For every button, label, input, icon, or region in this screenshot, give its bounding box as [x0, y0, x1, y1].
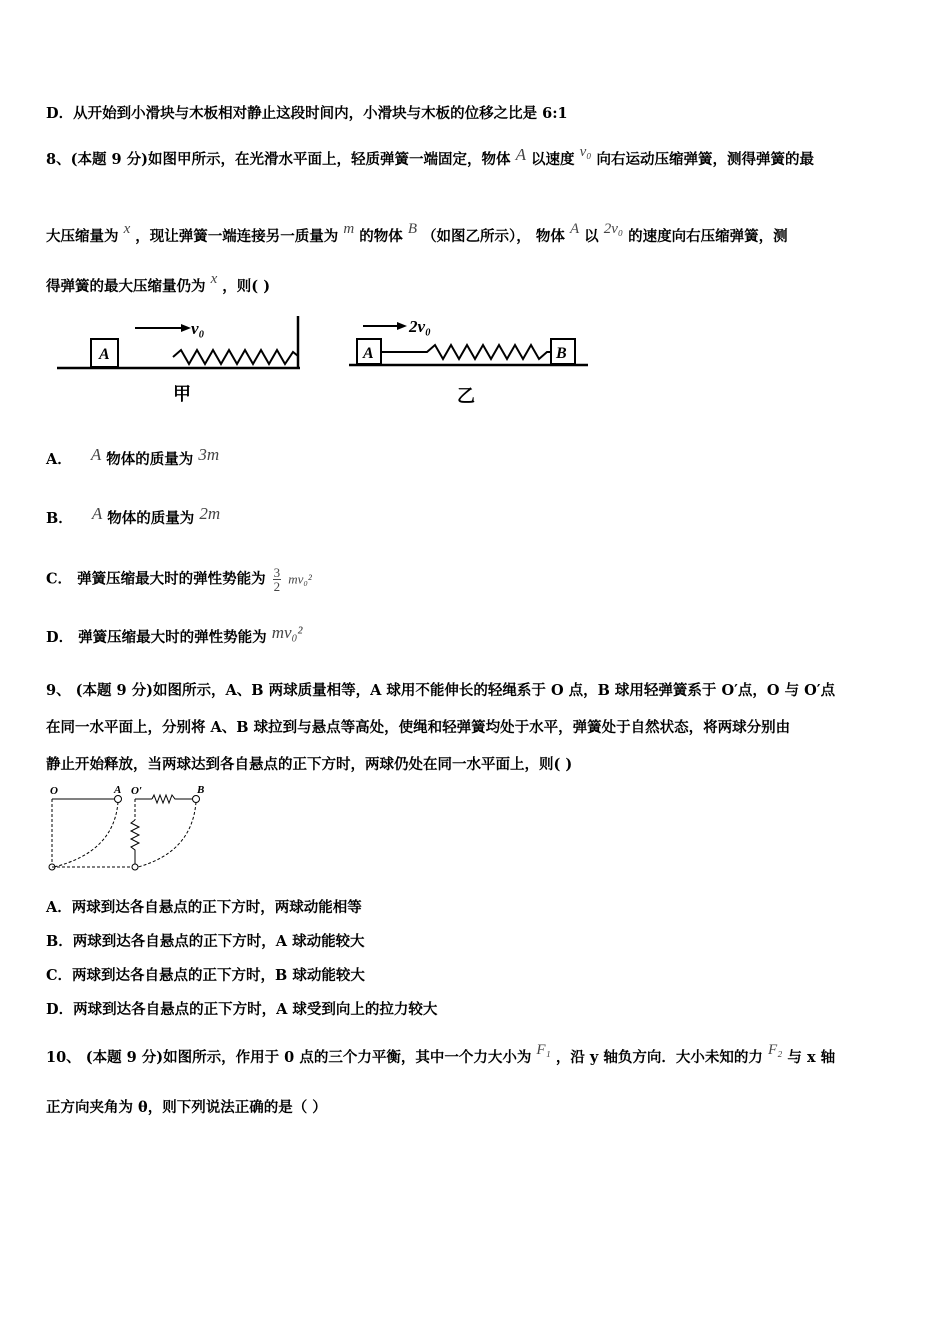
label-a: A — [114, 784, 122, 796]
option-letter: C． — [46, 570, 73, 588]
math-symbol: B — [407, 221, 417, 237]
math-symbol: A — [515, 145, 526, 164]
q9-option-c — [46, 964, 365, 985]
q9-figure — [44, 782, 219, 877]
math-symbol: m — [343, 221, 355, 237]
fraction-denominator: 2 — [273, 579, 281, 594]
q8-stem-line2 — [46, 221, 788, 246]
option-text: 两球到达各自悬点的正下方时，两球动能相等 — [71, 899, 362, 916]
fraction — [273, 566, 282, 593]
q8-text: 的物体 — [359, 228, 403, 245]
velocity-label: v₀ — [191, 319, 205, 338]
option-text: 弹簧压缩最大时的弹性势能为 — [77, 570, 266, 588]
q10-text: 与 x 轴 — [787, 1049, 836, 1066]
q9-stem-line3: 静止开始释放，当两球达到各自悬点的正下方时，两球仍处在同一水平面上，则( ) — [46, 756, 573, 773]
option-letter: C． — [46, 967, 73, 984]
math-expression: mv₀² — [288, 571, 312, 587]
math-expression: mv₀² — [271, 623, 303, 642]
math-symbol: v₀ — [579, 144, 592, 160]
label-o-prime: O′ — [131, 785, 143, 797]
q9-option-a — [46, 896, 362, 917]
option-text: 物体的质量为 — [106, 451, 194, 468]
q9-stem-line1: 9、 (本题 9 分)如图所示，A、B 两球质量相等，A 球用不能伸长的轻绳系于 O 点，B 球用轻弹簧系于 O′点，O 与 O′点 — [46, 682, 836, 699]
q10-text: ，沿 y 轴负方向．大小未知的力 — [555, 1049, 763, 1066]
spring-horizontal — [152, 795, 192, 803]
math-expression: 3m — [198, 445, 220, 464]
q8-text: 大压缩量为 — [46, 228, 119, 245]
q9-stem-line2: 在同一水平面上，分别将 A、B 球拉到与悬点等高处，使绳和轻弹簧均处于水平，弹簧处于自然状态，将两球分别由 — [46, 719, 791, 736]
math-symbol: F₁ — [536, 1042, 551, 1058]
q8-stem-line3 — [46, 271, 271, 296]
velocity-label: 2v₀ — [409, 317, 431, 336]
math-symbol: A — [91, 504, 103, 523]
ball-a — [115, 796, 122, 803]
q8-text: ，则( ) — [222, 278, 271, 295]
label-o: O — [50, 785, 58, 797]
spring — [173, 350, 298, 364]
option-letter: D． — [46, 1001, 74, 1018]
math-symbol: F₂ — [767, 1042, 783, 1058]
q8-text: ，现让弹簧一端连接另一质量为 — [135, 228, 339, 245]
q9-option-b — [46, 930, 365, 951]
q8-text: 以速度 — [531, 151, 575, 168]
math-expression: 2m — [199, 504, 221, 523]
ball-b-bottom — [132, 864, 138, 870]
option-text: 两球到达各自悬点的正下方时，A 球受到向上的拉力较大 — [73, 1001, 438, 1018]
q8-option-a — [46, 445, 220, 469]
q8-option-b — [46, 504, 221, 528]
math-symbol: A — [569, 221, 580, 237]
block-b-label: B — [556, 345, 567, 362]
q8-figure-jia — [55, 312, 310, 407]
option-text: 弹簧压缩最大时的弹性势能为 — [78, 629, 267, 646]
q8-stem-line1 — [46, 144, 815, 169]
option-text: 物体的质量为 — [107, 510, 195, 527]
math-symbol: x — [210, 271, 218, 287]
block-a-label: A — [363, 345, 374, 362]
fraction-numerator: 3 — [273, 565, 281, 580]
q7-option-d: D．从开始到小滑块与木板相对静止这段时间内，小滑块与木板的位移之比是 6:1 — [46, 105, 568, 122]
arrow-head — [397, 322, 407, 330]
q10-stem-line2: 正方向夹角为 θ，则下列说法正确的是（ ） — [46, 1099, 327, 1116]
q8-figure-yi — [345, 312, 595, 407]
option-text: 两球到达各自悬点的正下方时，A 球动能较大 — [72, 933, 365, 950]
q10-stem-line1 — [46, 1042, 836, 1067]
option-letter: D． — [46, 629, 74, 646]
q8-text: 的速度向右压缩弹簧，测 — [628, 228, 788, 245]
option-letter: A． — [46, 899, 72, 916]
q8-text: 以 — [584, 228, 599, 245]
q8-text: 8、(本题 9 分)如图甲所示，在光滑水平面上，轻质弹簧一端固定，物体 — [46, 151, 511, 168]
option-letter: B． — [46, 933, 73, 950]
q8-option-d — [46, 623, 303, 647]
block-a-label: A — [99, 346, 110, 363]
trajectory-b — [138, 802, 196, 867]
q8-text: （如图乙所示）， 物体 — [422, 228, 565, 245]
q8-text: 向右运动压缩弹簧，测得弹簧的最 — [596, 151, 815, 168]
figure-label-jia: 甲 — [173, 384, 191, 405]
option-letter: B． — [46, 510, 73, 527]
q9-option-d — [46, 998, 437, 1019]
q8-text: 得弹簧的最大压缩量仍为 — [46, 278, 206, 295]
ball-b — [193, 796, 200, 803]
math-symbol: A — [90, 445, 102, 464]
option-text: 两球到达各自悬点的正下方时，B 球动能较大 — [72, 967, 365, 984]
option-letter: A． — [46, 451, 72, 468]
figure-label-yi: 乙 — [457, 386, 475, 407]
spring-vertical — [131, 820, 139, 864]
q10-text: 10、 (本题 9 分)如图所示，作用于 0 点的三个力平衡，其中一个力大小为 — [46, 1049, 532, 1066]
trajectory-a — [54, 802, 118, 867]
math-symbol: x — [123, 221, 131, 237]
q8-option-c — [46, 566, 312, 593]
spring — [381, 345, 551, 359]
label-b: B — [197, 784, 205, 796]
arrow-head — [181, 324, 191, 332]
math-symbol: 2v₀ — [603, 221, 624, 237]
